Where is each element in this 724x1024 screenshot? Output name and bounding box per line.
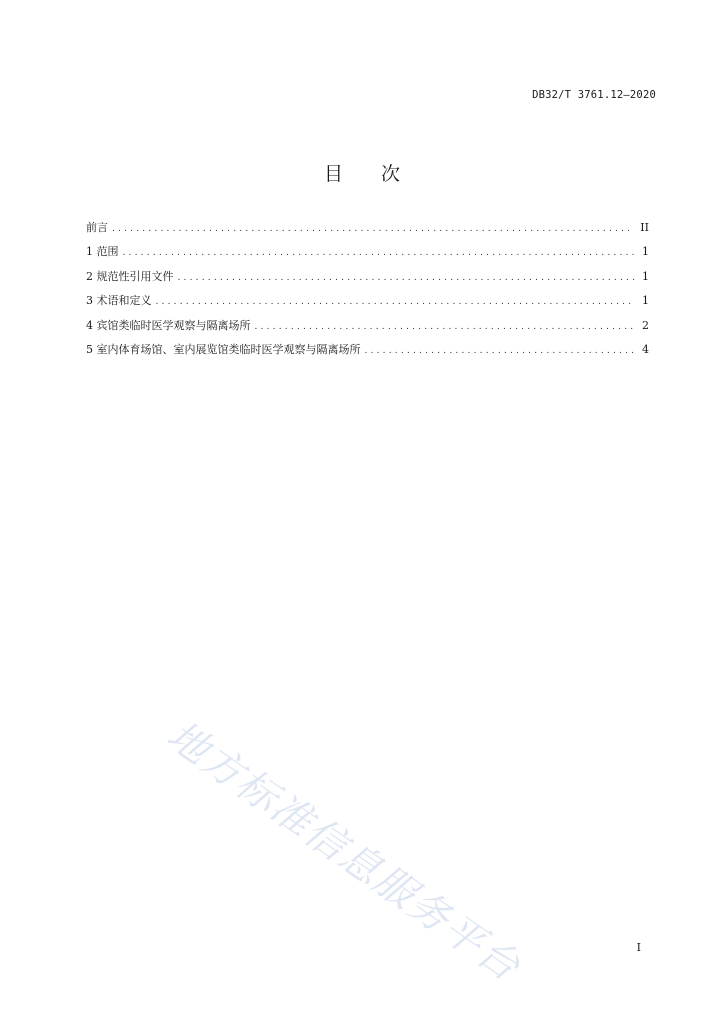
toc-entry-scope[interactable] [86,244,649,268]
toc-entry-page: 4 [642,342,649,356]
toc-list [86,220,649,366]
toc-entry-page: 1 [642,269,649,283]
toc-entry-hotel-sites[interactable] [86,318,649,342]
page-number: I [636,941,641,954]
toc-entry-indoor-venue-sites[interactable] [86,342,649,366]
toc-entry-page: II [640,221,649,234]
watermark: 地方标准信息服务平台 [158,712,529,991]
toc-leader-dots [112,221,634,237]
toc-entry-label[interactable]: 3 术语和定义 [86,294,152,308]
toc-entry-normative-references[interactable] [86,269,649,293]
toc-entry-label[interactable]: 1 范围 [86,245,119,259]
toc-entry-page: 1 [642,294,649,308]
toc-entry-terms-definitions[interactable] [86,293,649,317]
toc-leader-dots [156,294,636,310]
toc-leader-dots [123,245,636,261]
toc-entry-label[interactable]: 前言 [86,221,108,234]
toc-entry-foreword[interactable] [86,220,649,244]
toc-title [0,159,724,186]
toc-entry-label[interactable]: 4 宾馆类临时医学观察与隔离场所 [86,318,251,332]
toc-leader-dots [255,319,636,335]
standard-code: DB32/T 3761.12—2020 [532,89,656,101]
toc-leader-dots [365,343,636,359]
toc-entry-page: 2 [642,318,649,332]
toc-entry-label[interactable]: 2 规范性引用文件 [86,269,174,283]
toc-title-right: 次 [381,163,401,185]
toc-entry-page: 1 [642,245,649,259]
toc-entry-label[interactable]: 5 室内体育场馆、室内展览馆类临时医学观察与隔离场所 [86,342,361,356]
toc-leader-dots [178,270,636,286]
toc-title-left: 目 [323,163,343,185]
